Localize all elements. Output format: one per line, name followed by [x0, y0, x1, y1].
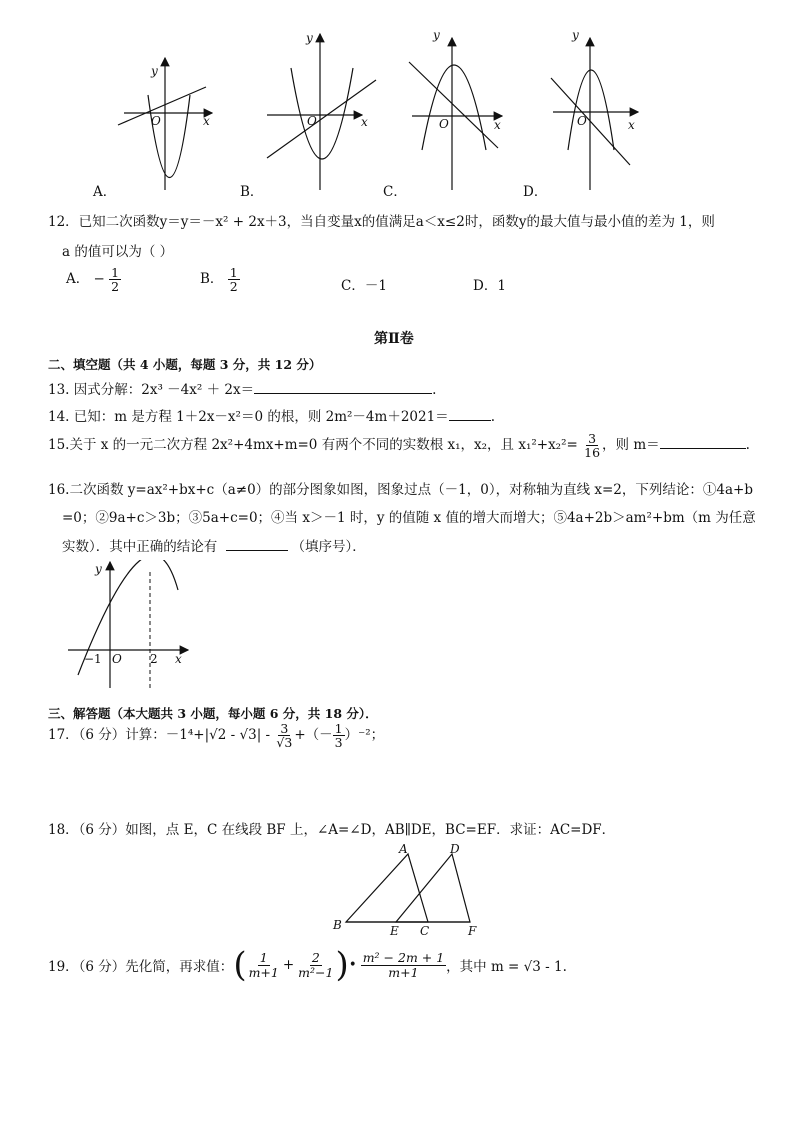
graph-d-y-label: y: [572, 28, 579, 42]
q19-f1-num: 1: [259, 950, 268, 966]
q12-option-b-fraction: [228, 266, 240, 293]
q19-prefix: 19．（6 分）先化简，再求值：: [48, 959, 234, 975]
q15-frac-num: 3: [588, 431, 597, 446]
part2-heading: 二、填空题（共 4 小题，每题 3 分，共 12 分）: [48, 357, 322, 372]
q12-option-d-label: D．: [473, 278, 498, 294]
q12-option-b-num: 1: [229, 265, 238, 280]
graph-a-y-label: y: [151, 64, 158, 78]
q18-label-c: C: [420, 924, 430, 938]
q16-graph-x-label: x: [175, 652, 182, 666]
q18-label-e: E: [390, 924, 399, 938]
q15: [48, 432, 750, 459]
graph-d: [551, 38, 638, 190]
q18-label-b: B: [333, 918, 342, 932]
q12-option-a-den: 2: [111, 279, 120, 295]
graph-b: [267, 34, 376, 190]
q19: [48, 945, 567, 985]
q16-line3-tail: （填序号）．: [291, 539, 366, 555]
q12-option-d: [473, 274, 506, 294]
q15-fraction: [582, 432, 602, 459]
q16-answer-blank[interactable]: [226, 550, 288, 551]
q16-line3-text: 实数）．其中正确的结论有: [62, 539, 218, 555]
graph-a: [118, 58, 212, 190]
section2-title: 第Ⅱ卷: [374, 331, 414, 347]
q16-graph-origin: O: [112, 652, 122, 666]
graph-c-origin: O: [439, 117, 449, 131]
q19-f3-den: m+1: [388, 964, 419, 980]
q11-option-c: C．: [383, 184, 407, 200]
q17-mid: +（－: [294, 727, 333, 744]
q12-option-d-text: 1: [497, 278, 506, 294]
q12-option-a-label: A．: [66, 271, 90, 288]
q15-frac-den: 16: [584, 445, 601, 461]
q16-graph-y-label: y: [95, 562, 102, 576]
q17-frac-den: √3: [276, 735, 293, 751]
q14-answer-blank[interactable]: [449, 420, 491, 421]
q16-line2: =0；②9a+c＞3b；③5a+c=0；④当 x＞－1 时，y 的值随 x 值的增大而增大；⑤4a+2b＞am²+bm（m 为任意: [62, 510, 756, 526]
q19-fraction3: [361, 951, 446, 978]
q12-option-c: [341, 274, 387, 294]
q12-line1: 12．已知二次函数y＝y＝－x² + 2x＋3，当自变量x的值满足a＜x≤2时，函数y的最大值与最小值的差为 1，则: [48, 214, 715, 230]
graph-d-origin: O: [577, 114, 587, 128]
q16-graph: [60, 560, 200, 692]
q11-graphs: [0, 0, 794, 200]
q11-option-d: D．: [523, 184, 548, 200]
graph-c: [409, 38, 502, 190]
q14-text: 14. 已知：m 是方程 1＋2x－x²＝0 的根，则 2m²－4m＋2021＝: [48, 409, 449, 425]
graph-b-origin: O: [307, 114, 317, 128]
q11-option-b: B．: [240, 184, 264, 200]
q18-figure: [330, 838, 490, 938]
q15-answer-blank[interactable]: [660, 448, 746, 449]
q16-graph-tick-neg: −1: [84, 652, 102, 666]
q13-answer-blank[interactable]: [254, 393, 432, 394]
q19-paren-close: ): [335, 945, 349, 985]
part3-heading: 三、解答题（本大题共 3 小题，每小题 6 分，共 18 分）．: [48, 706, 378, 721]
q19-dot: •: [348, 957, 357, 973]
q12-option-c-label: C．: [341, 278, 365, 294]
q18-label-d: D: [450, 842, 460, 856]
q12-option-c-text: －1: [364, 278, 387, 294]
q14-end: .: [490, 409, 495, 425]
q15-tail: ，则 m＝: [602, 437, 660, 454]
graph-b-y-label: y: [306, 31, 313, 45]
q11-option-a: A．: [93, 184, 117, 200]
q19-f2-den: m²−1: [298, 964, 334, 980]
q12-option-a: [66, 266, 121, 293]
q17-frac-num: 3: [280, 721, 289, 736]
graph-c-x-label: x: [494, 118, 501, 132]
q12-option-a-num: 1: [111, 265, 120, 280]
q17-tail: ）⁻²；: [344, 727, 385, 744]
q17-fraction: [274, 722, 294, 749]
graph-d-x-label: x: [628, 118, 635, 132]
q12-option-a-fraction: [109, 266, 121, 293]
graph-a-x-label: x: [203, 114, 210, 128]
q12-option-a-sign: −: [93, 271, 105, 288]
q18-text: 18．（6 分）如图，点 E，C 在线段 BF 上，∠A=∠D，AB∥DE，BC=EF．求证：AC=DF．: [48, 822, 616, 838]
q12-option-b: [200, 266, 240, 293]
q16-line1: 16.二次函数 y=ax²+bx+c（a≠0）的部分图象如图，图象过点（－1，0），对称轴为直线 x=2，下列结论：①4a+b: [48, 482, 753, 498]
q19-f1-den: m+1: [248, 964, 279, 980]
q19-tail: ，其中 m = √3 - 1.: [446, 959, 567, 975]
q14: [48, 405, 495, 425]
q19-paren-open: (: [233, 945, 247, 985]
q19-plus: +: [282, 957, 295, 973]
q19-fraction1: [247, 951, 281, 978]
graph-c-y-label: y: [433, 28, 440, 42]
q13: [48, 378, 436, 398]
q15-end: .: [745, 437, 750, 454]
q17-fraction2: [333, 722, 345, 749]
q19-fraction2: [296, 951, 335, 978]
q18-label-a: A: [399, 842, 408, 856]
q17: [48, 722, 384, 749]
graph-b-x-label: x: [361, 115, 368, 129]
q12-option-b-den: 2: [229, 279, 238, 295]
q12-option-b-label: B．: [200, 271, 224, 288]
q16-graph-tick-pos: 2: [150, 652, 158, 666]
q18-label-f: F: [468, 924, 477, 938]
q17-frac2-num: 1: [334, 721, 343, 736]
q13-text: 13. 因式分解：2x³ －4x² ＋ 2x＝: [48, 382, 255, 398]
q15-text: 15.关于 x 的一元二次方程 2x²+4mx+m=0 有两个不同的实数根 x₁，x₂，且 x₁²+x₂²=: [48, 437, 578, 454]
q19-f2-num: 2: [311, 950, 320, 966]
q17-frac2-den: 3: [334, 735, 343, 751]
q12-line2: a 的值可以为（ ）: [62, 244, 174, 260]
q13-end: .: [432, 382, 437, 398]
q16-line3: [62, 535, 366, 555]
q19-f3-num: m² − 2m + 1: [362, 950, 445, 966]
graph-a-origin: O: [151, 114, 161, 128]
q17-prefix: 17．（6 分）计算：－1⁴+|√2 - √3| -: [48, 727, 271, 744]
